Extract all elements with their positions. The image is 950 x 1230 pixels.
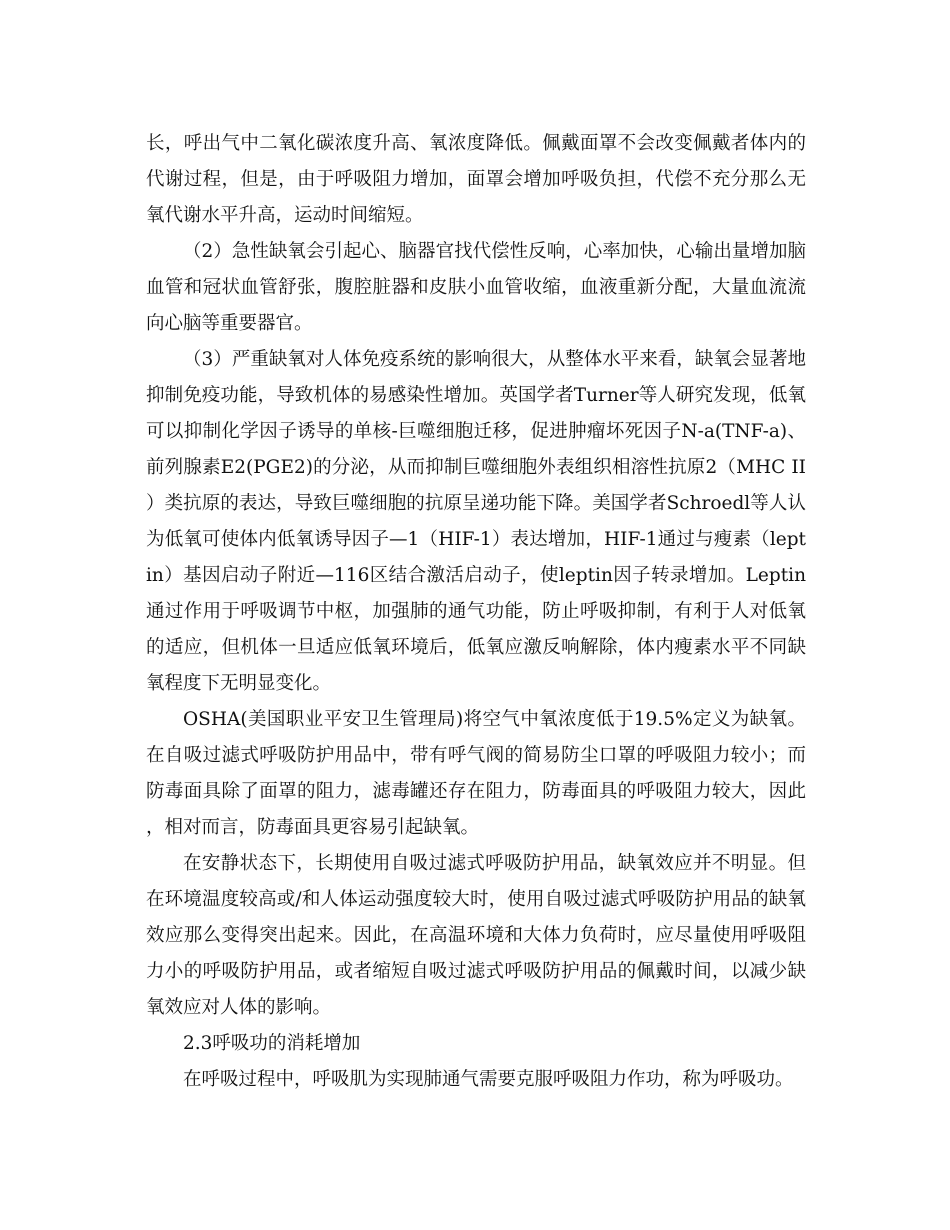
document-page [146,126,806,1098]
paragraph-acute-hypoxia: （2）急性缺氧会引起心、脑器官找代偿性反响，心率加快，心输出量增加脑血管和冠状血管舒张，腹腔脏器和皮肤小血管收缩，血液重新分配，大量血流流向心脑等重要器官。 [146,241,806,334]
paragraph-severe-hypoxia-immunity: （3）严重缺氧对人体免疫系统的影响很大，从整体水平来看，缺氧会显著地抑制免疫功能，导致机体的易感染性增加。英国学者Turner等人研究发现，低氧可以抑制化学因子诱导的单核-巨噬细胞迁移，促进肿瘤坏死因子N-a(TNF-a)、前列腺素E2(PGE2)的分泌，从而抑制巨噬细胞外表组织相溶性抗原2（MHC II）类抗原的表达，导致巨噬细胞的抗原呈递功能下降。美国学者Schroedl等人认为低氧可使体内低氧诱导因子—1（HIF-1）表达增加，HIF-1通过与瘦素（leptin）基因启动子附近—116区结合激活启动子，使leptin因子转录增加。Leptin通过作用于呼吸调节中枢，加强肺的通气功能，防止呼吸抑制，有利于人对低氧的适应，但机体一旦适应低氧环境后，低氧应激反响解除，体内瘦素水平不同缺氧程度下无明显变化。 [146,349,806,694]
section-heading: 2.3呼吸功的消耗增加 [183,1033,361,1054]
paragraph-osha-definition: OSHA(美国职业平安卫生管理局)将空气中氧浓度低于19.5%定义为缺氧。在自吸过滤式呼吸防护用品中，带有呼气阀的简易防尘口罩的呼吸阻力较小；而防毒面具除了面罩的阻力，滤毒罐还存在阻力，防毒面具的呼吸阻力较大，因此，相对而言，防毒面具更容易引起缺氧。 [146,709,806,838]
paragraph-resting-state: 在安静状态下，长期使用自吸过滤式呼吸防护用品，缺氧效应并不明显。但在环境温度较高或/和人体运动强度较大时，使用自吸过滤式呼吸防护用品的缺氧效应那么变得突出起来。因此，在高温环境和大体力负荷时，应尽量使用呼吸阻力小的呼吸防护用品，或者缩短自吸过滤式呼吸防护用品的佩戴时间，以减少缺氧效应对人体的影响。 [146,853,806,1018]
paragraph-continuation: 长，呼出气中二氧化碳浓度升高、氧浓度降低。佩戴面罩不会改变佩戴者体内的代谢过程，但是，由于呼吸阻力增加，面罩会增加呼吸负担，代偿不充分那么无氧代谢水平升高，运动时间缩短。 [146,133,806,226]
paragraph-breathing-work: 在呼吸过程中，呼吸肌为实现肺通气需要克服呼吸阻力作功，称为呼吸功。 [183,1069,794,1090]
